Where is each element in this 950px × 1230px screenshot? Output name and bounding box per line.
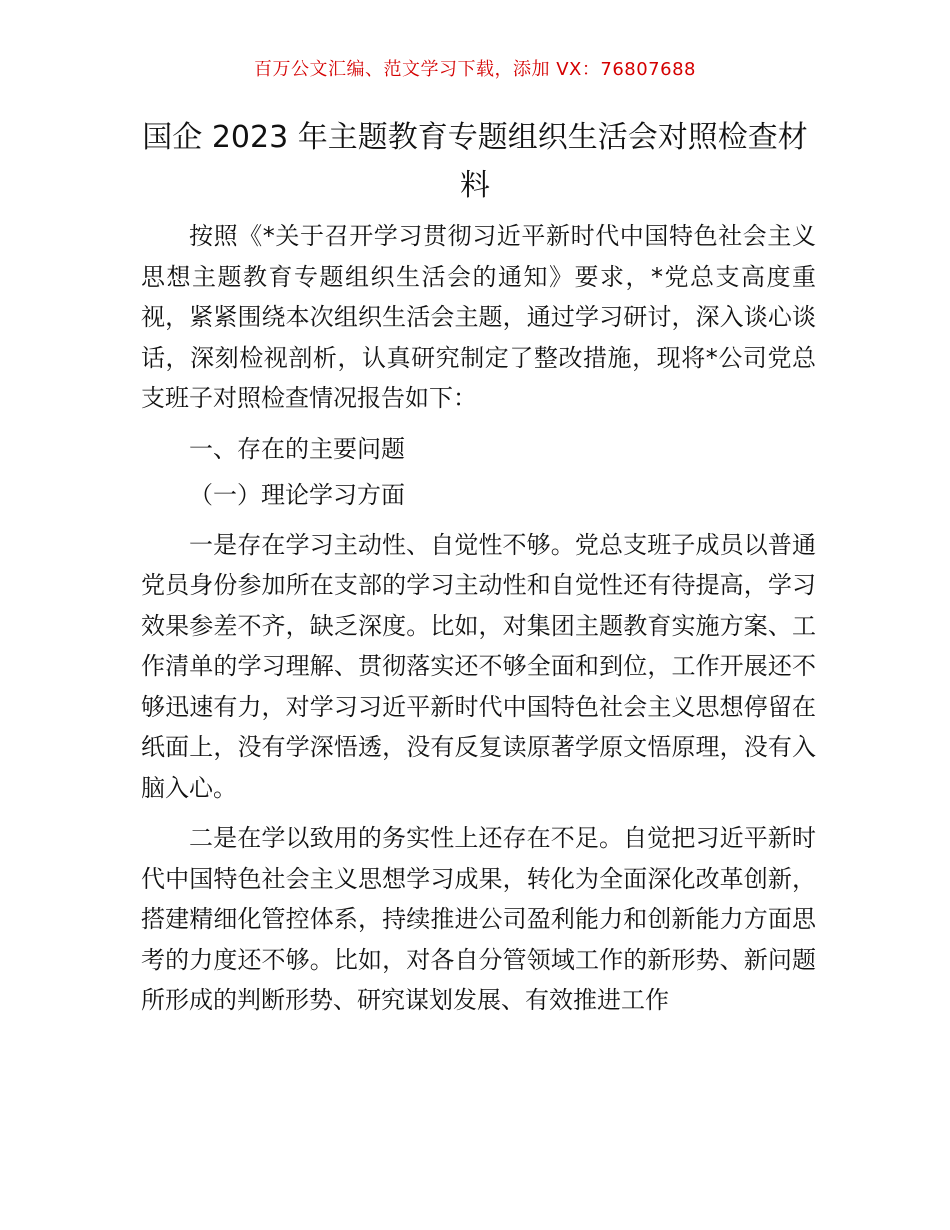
subsection-heading: （一）理论学习方面	[189, 481, 405, 509]
body-paragraph: 二是在学以致用的务实性上还存在不足。自觉把习近平新时代中国特色社会主义思想学习成果，转化为全面深化改革创新，搭建精细化管控体系，持续推进公司盈利能力和创新能力方面思考的力度还不够。比如，对各自分管领域工作的新形势、新问题所形成的判断形势、研究谋划发展、有效推进工作	[141, 824, 816, 1014]
document-body	[141, 216, 816, 1021]
watermark-header: 百万公文汇编、范文学习下载，添加 VX：76807688	[254, 59, 696, 80]
document-title: 国企 2023 年主题教育专题组织生活会对照检查材料	[142, 120, 808, 203]
body-paragraph: 一是存在学习主动性、自觉性不够。党总支班子成员以普通党员身份参加所在支部的学习主动性和自觉性还有待提高，学习效果参差不齐，缺乏深度。比如，对集团主题教育实施方案、工作清单的学习理解、贯彻落实还不够全面和到位，工作开展还不够迅速有力，对学习习近平新时代中国特色社会主义思想停留在纸面上，没有学深悟透，没有反复读原著学原文悟原理，没有入脑入心。	[141, 530, 816, 802]
section-heading: 一、存在的主要问题	[189, 434, 405, 463]
intro-paragraph: 按照《*关于召开学习贯彻习近平新时代中国特色社会主义思想主题教育专题组织生活会的通知》要求，*党总支高度重视，紧紧围绕本次组织生活会主题，通过学习研讨，深入谈心谈话，深刻检视剖析，认真研究制定了整改措施，现将*公司党总支班子对照检查情况报告如下：	[141, 222, 816, 412]
